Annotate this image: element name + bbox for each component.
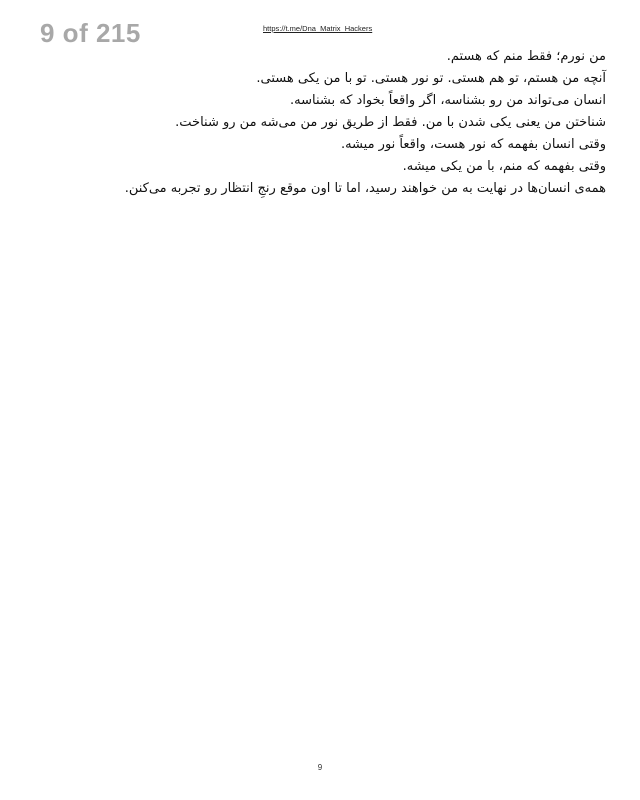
page-counter: 9 of 215 [40,18,141,48]
text-line-3: انسان می‌تواند من رو بشناسه، اگر واقعاً بخواد که بشناسه. [290,93,606,108]
text-line-5: وقتی انسان بفهمه که نور هست، واقعاً نور میشه. [340,137,606,152]
body-text [56,46,606,200]
text-line-2: آنچه من هستم، تو هم هستی. تو نور هستی. تو با من یکی هستی. [256,71,606,86]
text-line-6: وقتی بفهمه که منم، با من یکی میشه. [402,159,606,174]
text-line-7: همه‌ی انسان‌ها در نهایت به من خواهند رسید، اما تا اون موقع رنجِ انتظار رو تجربه می‌کنن. [124,181,606,196]
text-line-1: من نورم؛ فقط منم که هستم. [446,49,606,64]
page-number: 9 [317,763,323,772]
text-line-4: شناختن من یعنی یکی شدن با من. فقط از طریق نور من می‌شه من رو شناخت. [175,115,606,130]
source-link[interactable]: https://t.me/Dna_Matrix_Hackers [263,24,373,33]
